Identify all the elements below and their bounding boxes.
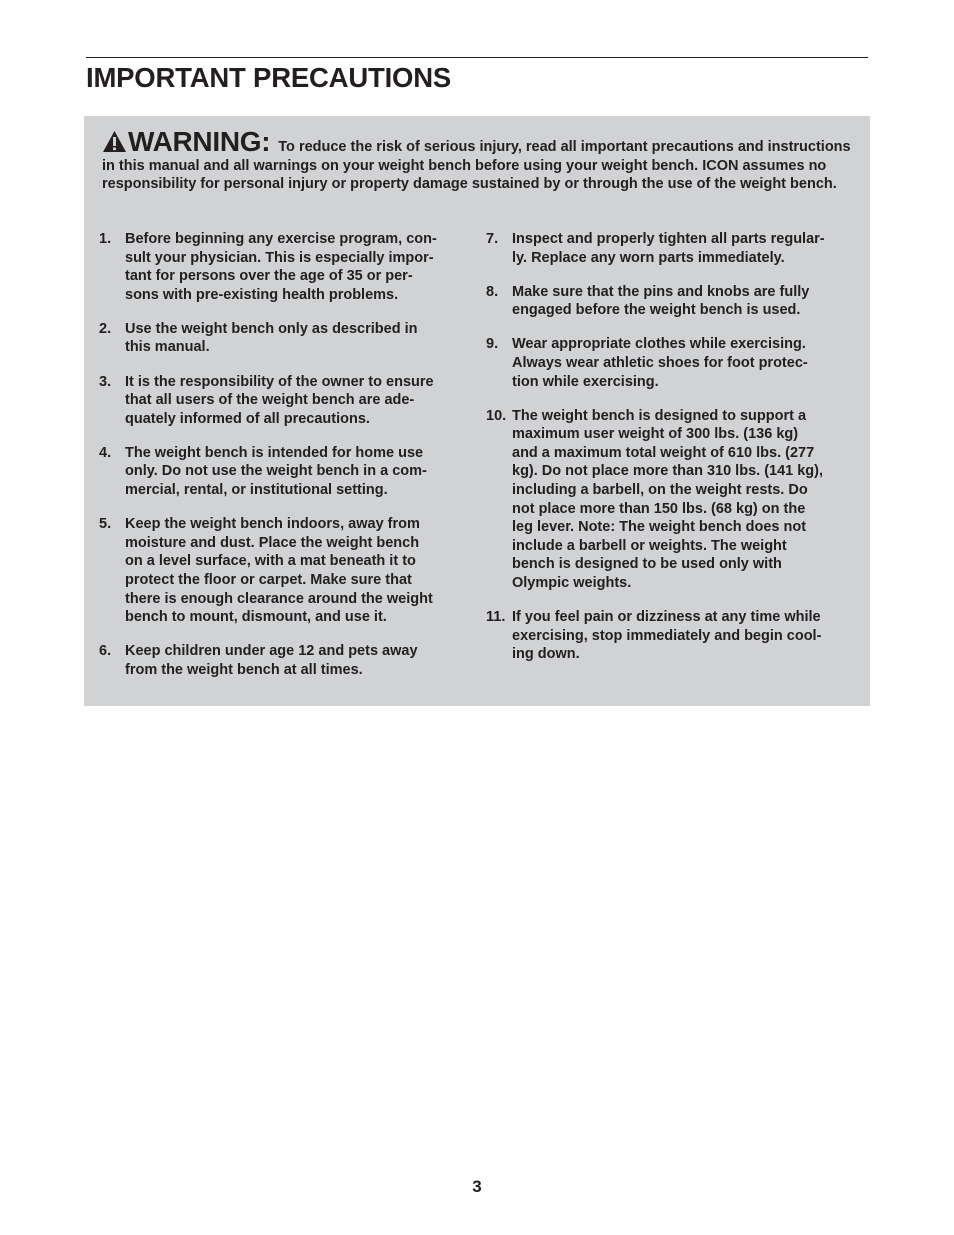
precaution-number: 7. [486, 231, 499, 247]
precaution-text: Before beginning any exercise program, con- sult your physician. This is especially impor- tant for persons over the age of 35 or per- sons with pre-existing health problems. [125, 231, 437, 303]
precaution-number: 3. [99, 373, 112, 390]
warning-intro-text: To reduce the risk of serious injury, read all important precautions and instructions in this manual and all warnings on your weight bench before using your weight bench. ICON assumes no responsibility for personal injury or property damage sustained by or through the use of the weight bench. [102, 139, 851, 193]
page-number: 3 [472, 1177, 482, 1196]
precaution-item [486, 283, 856, 320]
precaution-text: Keep the weight bench indoors, away from moisture and dust. Place the weight bench on a level surface, with a mat beneath it to protect the floor or carpet. Make sure that there is enough clearance around the weight bench to mount, dismount, and use it. [125, 516, 433, 626]
precaution-item [99, 320, 467, 357]
precaution-text: Wear appropriate clothes while exercising. Always wear athletic shoes for foot protec- tion while exercising. [512, 336, 808, 390]
precaution-item [99, 515, 467, 627]
precaution-text: It is the responsibility of the owner to ensure that all users of the weight bench are ade- quately informed of all precautions. [125, 373, 434, 427]
page-title: IMPORTANT PRECAUTIONS [86, 62, 452, 93]
precaution-item [486, 407, 856, 593]
top-rule [86, 57, 868, 58]
precaution-text: The weight bench is intended for home use only. Do not use the weight bench in a com- mercial, rental, or institutional setting. [125, 444, 427, 499]
precaution-number: 10. [486, 407, 507, 424]
precaution-number: 6. [99, 643, 112, 660]
precaution-text: Use the weight bench only as described in this manual. [125, 320, 418, 356]
precaution-number: 8. [486, 283, 499, 300]
precaution-item [486, 230, 856, 267]
warning-triangle-icon [102, 130, 127, 153]
precaution-item [99, 230, 467, 304]
warning-box [84, 116, 870, 706]
precaution-text: Make sure that the pins and knobs are fully engaged before the weight bench is used. [512, 283, 810, 319]
precaution-number: 5. [99, 516, 112, 533]
precaution-item [486, 335, 856, 391]
precaution-number: 1. [99, 231, 112, 247]
precautions-left-column [99, 230, 467, 695]
precaution-item [99, 444, 467, 500]
warning-intro [102, 128, 852, 194]
precaution-text: Inspect and properly tighten all parts regular- ly. Replace any worn parts immediately. [512, 231, 825, 266]
precaution-item [486, 608, 856, 664]
precaution-number: 9. [486, 336, 499, 353]
precaution-number: 2. [99, 320, 112, 337]
precautions-right-column [486, 230, 856, 679]
precaution-item [99, 373, 467, 429]
precaution-text: The weight bench is designed to support a maximum user weight of 300 lbs. (136 kg) and a maximum total weight of 610 lbs. (277 kg). Do not place more than 310 lbs. (141 kg), including a barbell, on the weight rests. Do not place more than 150 lbs. (68 kg) on the leg lever. Note: The weight bench does not include a barbell or weights. The weight bench is designed to be used only with Olympic weights. [512, 407, 824, 591]
precaution-number: 11. [486, 609, 506, 626]
warning-label: WARNING: [128, 126, 271, 157]
precaution-text: Keep children under age 12 and pets away from the weight bench at all times. [125, 643, 418, 678]
precaution-text: If you feel pain or dizziness at any time while exercising, stop immediately and begin cool- ing down. [512, 609, 822, 663]
precaution-number: 4. [99, 444, 112, 461]
precaution-item [99, 642, 467, 679]
